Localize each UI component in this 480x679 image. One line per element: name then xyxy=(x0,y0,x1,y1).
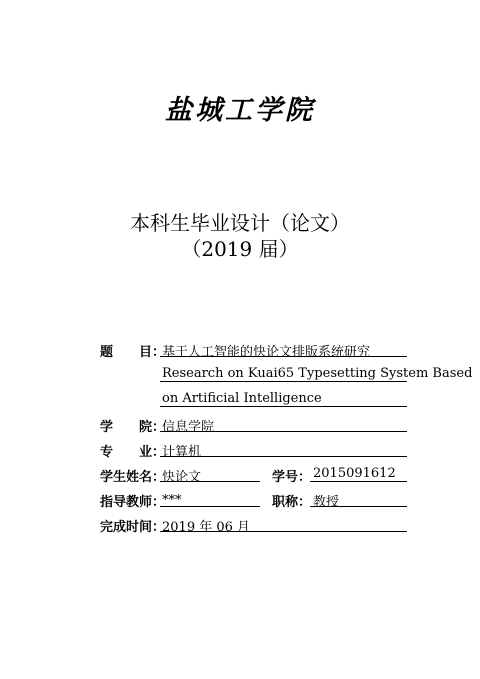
rank-underline xyxy=(310,506,407,507)
completion-date-underline xyxy=(160,531,407,532)
title-underline-2 xyxy=(160,381,407,382)
student-name-label: 学生姓名： xyxy=(100,470,166,485)
student-id-underline xyxy=(310,481,407,482)
major-underline xyxy=(160,456,407,457)
completion-date-value: 2019 年 06 月 xyxy=(162,520,251,535)
major-value: 计算机 xyxy=(162,445,202,460)
title-chinese: 基于人工智能的快论文排版系统研究 xyxy=(162,345,371,360)
title-underline-3 xyxy=(160,406,407,407)
title-underline-1 xyxy=(160,356,407,357)
student-name-value: 快论文 xyxy=(162,470,202,485)
graduation-year: （2019 届） xyxy=(181,237,299,261)
school-name: 盐城工学院 xyxy=(165,95,315,126)
advisor-underline xyxy=(160,506,260,507)
rank-value: 教授 xyxy=(313,495,340,510)
school-underline xyxy=(160,431,407,432)
title-english-line-2: on Artificial Intelligence xyxy=(162,391,322,406)
student-id-label: 学号： xyxy=(272,470,312,485)
student-id-value: 2015091612 xyxy=(313,466,396,481)
title-english-line-1: Research on Kuai65 Typesetting System Based xyxy=(162,366,473,381)
completion-date-label: 完成时间： xyxy=(100,520,166,535)
school-label: 学 院： xyxy=(100,420,166,435)
school-value: 信息学院 xyxy=(162,420,215,435)
advisor-label: 指导教师： xyxy=(100,495,166,510)
student-name-underline xyxy=(160,481,260,482)
major-label: 专 业： xyxy=(100,445,166,460)
rank-label: 职称： xyxy=(272,495,312,510)
title-label: 题 目： xyxy=(100,345,166,360)
degree-title: 本科生毕业设计（论文） xyxy=(130,211,350,235)
advisor-value: *** xyxy=(162,493,182,508)
